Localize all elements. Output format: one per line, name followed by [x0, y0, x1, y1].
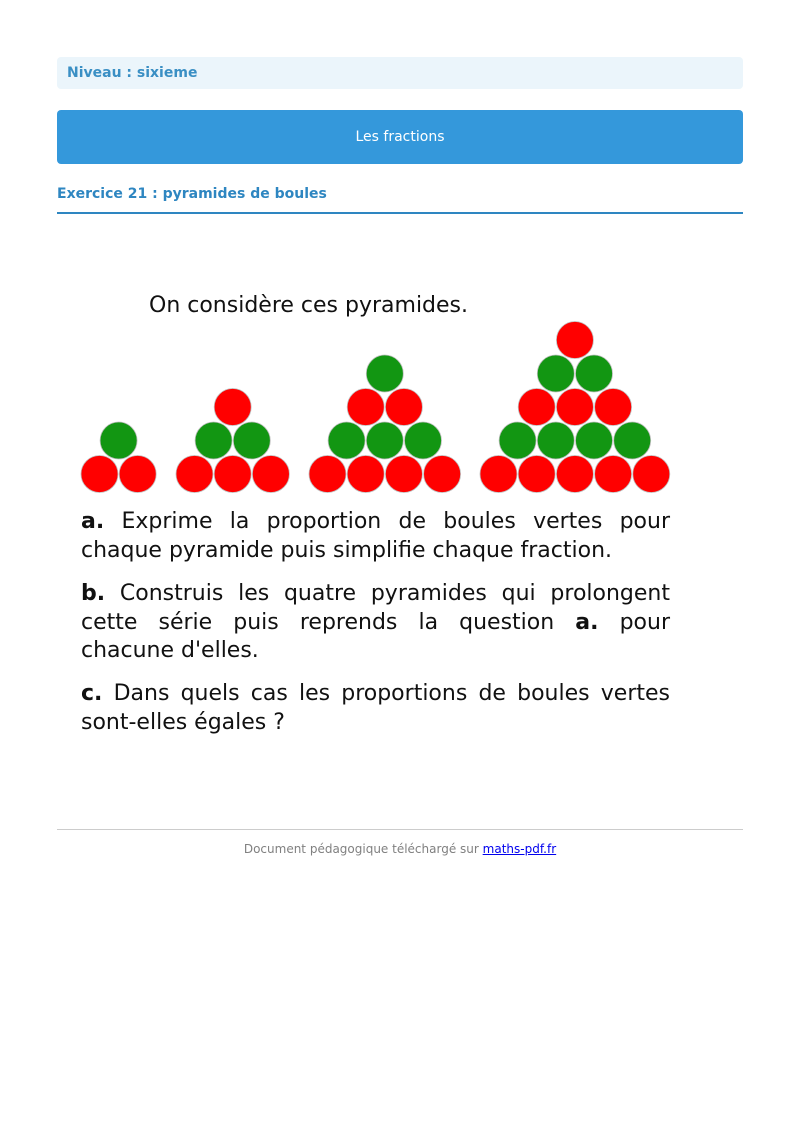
green-ball [405, 422, 442, 459]
red-ball [424, 456, 461, 493]
red-ball [214, 389, 251, 426]
green-ball [366, 355, 403, 392]
pyramid-2 [176, 389, 289, 493]
red-ball [385, 456, 422, 493]
red-ball [309, 456, 346, 493]
question-a [81, 508, 670, 565]
page-title: Les fractions [355, 129, 445, 145]
pyramid-1 [81, 422, 156, 493]
red-ball [556, 389, 593, 426]
red-ball [81, 456, 118, 493]
red-ball [556, 456, 593, 493]
red-ball [518, 456, 555, 493]
question-a-text: Exprime la proportion de boules vertes pour chaque pyramide puis simplifie chaque fraction. [81, 509, 670, 563]
red-ball [595, 456, 632, 493]
green-ball [328, 422, 365, 459]
title-bar [57, 110, 743, 164]
green-ball [614, 422, 651, 459]
red-ball [214, 456, 251, 493]
green-ball [195, 422, 232, 459]
green-ball [537, 355, 574, 392]
question-b [81, 580, 670, 666]
red-ball [556, 322, 593, 359]
question-c [81, 680, 670, 737]
footer [57, 842, 743, 856]
level-label: Niveau : sixieme [67, 65, 198, 81]
red-ball [518, 389, 555, 426]
question-b-marker: b. [81, 581, 106, 606]
exercise-heading: Exercice 21 : pyramides de boules [57, 186, 327, 202]
footer-text: Document pédagogique téléchargé sur [243, 842, 479, 856]
question-b-text-end: pour chacune d'elles. [81, 609, 670, 663]
green-ball [100, 422, 137, 459]
question-b-reference: a. [575, 609, 599, 635]
pyramid-4 [480, 322, 670, 493]
green-ball [233, 422, 270, 459]
red-ball [252, 456, 289, 493]
question-c-text: Dans quels cas les proportions de boules vertes sont-elles égales ? [81, 681, 670, 735]
footer-divider [57, 829, 743, 830]
red-ball [176, 456, 213, 493]
red-ball [347, 456, 384, 493]
question-c-marker: c. [81, 681, 103, 706]
green-ball [576, 422, 613, 459]
red-ball [480, 456, 517, 493]
heading-divider [57, 212, 743, 214]
question-b-text: Construis les quatre pyramides qui prolongent cette série puis reprends la question [81, 581, 670, 635]
question-a-marker: a. [81, 509, 105, 534]
red-ball [595, 389, 632, 426]
pyramid-3 [309, 355, 461, 493]
level-banner [57, 57, 743, 89]
green-ball [366, 422, 403, 459]
red-ball [347, 389, 384, 426]
footer-link[interactable]: maths-pdf.fr [482, 842, 557, 856]
red-ball [119, 456, 156, 493]
green-ball [537, 422, 574, 459]
green-ball [576, 355, 613, 392]
red-ball [633, 456, 670, 493]
exercise-intro: On considère ces pyramides. [149, 293, 469, 318]
green-ball [499, 422, 536, 459]
red-ball [385, 389, 422, 426]
